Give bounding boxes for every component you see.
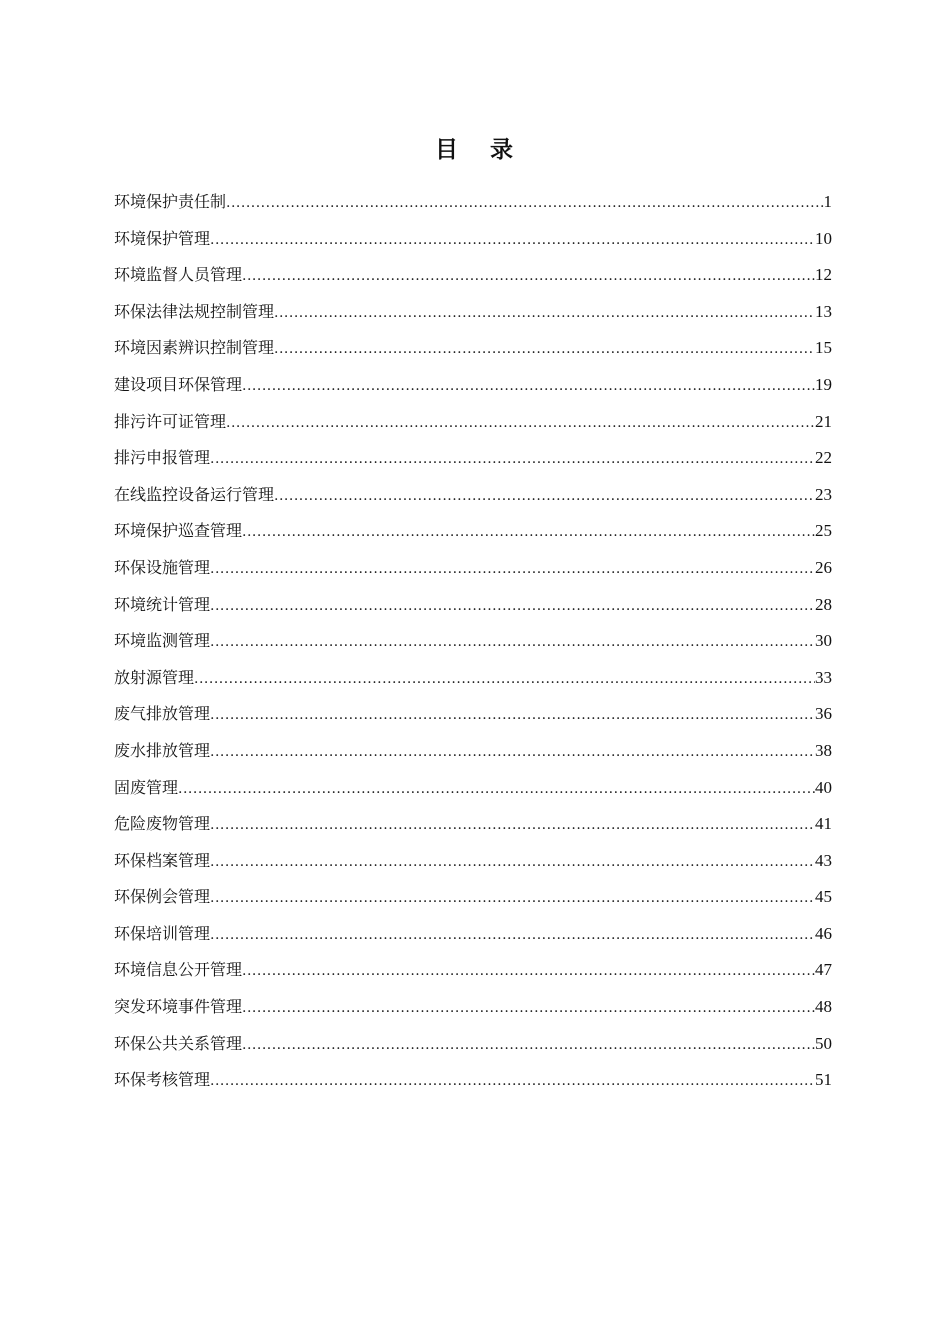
- toc-entry[interactable]: [114, 367, 832, 404]
- toc-entry-page-number: 36: [815, 704, 832, 724]
- toc-entry[interactable]: [114, 221, 832, 258]
- toc-entry-label: 环保培训管理: [114, 923, 211, 943]
- toc-dot-leader: [226, 185, 823, 222]
- toc-entry-page-number: 10: [815, 228, 832, 248]
- toc-entry[interactable]: [114, 770, 832, 807]
- toc-dot-leader: [210, 588, 815, 625]
- toc-entry[interactable]: [114, 623, 832, 660]
- toc-dot-leader: [242, 953, 815, 990]
- toc-dot-leader: [194, 661, 815, 698]
- toc-entry[interactable]: [114, 587, 832, 624]
- toc-dot-leader: [210, 734, 815, 771]
- toc-entry-label: 固废管理: [114, 777, 179, 797]
- toc-entry-label: 环境保护巡查管理: [114, 521, 243, 541]
- toc-entry-page-number: 19: [815, 374, 832, 394]
- toc-entry-page-number: 28: [815, 594, 832, 614]
- toc-entry-label: 环保例会管理: [114, 887, 211, 907]
- toc-entry-label: 危险废物管理: [114, 814, 211, 834]
- toc-entry-page-number: 47: [815, 960, 832, 980]
- toc-entry-page-number: 21: [815, 411, 832, 431]
- toc-entry-label: 环境保护管理: [114, 228, 211, 248]
- toc-dot-leader: [210, 697, 815, 734]
- toc-entry-page-number: 12: [815, 265, 832, 285]
- toc-entry[interactable]: [114, 294, 832, 331]
- toc-entry[interactable]: [114, 550, 832, 587]
- toc-entry-page-number: 15: [815, 338, 832, 358]
- toc-entry-page-number: 41: [815, 814, 832, 834]
- toc-dot-leader: [210, 551, 815, 588]
- toc-entry[interactable]: [114, 513, 832, 550]
- toc-entry[interactable]: [114, 477, 832, 514]
- toc-dot-leader: [274, 331, 815, 368]
- toc-entry-page-number: 51: [815, 1070, 832, 1090]
- toc-title: 目 录: [434, 137, 525, 163]
- toc-entry[interactable]: [114, 660, 832, 697]
- toc-dot-leader: [210, 222, 815, 259]
- toc-entry-label: 环保法律法规控制管理: [114, 301, 275, 321]
- toc-dot-leader: [274, 295, 815, 332]
- toc-entry-label: 环境保护责任制: [114, 192, 227, 211]
- toc-entry-page-number: 40: [815, 777, 832, 797]
- toc-entry-page-number: 23: [815, 484, 832, 504]
- toc-entry[interactable]: [114, 1062, 832, 1099]
- toc-entry[interactable]: [114, 1026, 832, 1063]
- toc-dot-leader: [178, 771, 815, 808]
- toc-entry-label: 突发环境事件管理: [114, 997, 243, 1017]
- toc-dot-leader: [274, 478, 815, 515]
- toc-entry-label: 环保考核管理: [114, 1070, 211, 1090]
- toc-dot-leader: [242, 258, 815, 295]
- toc-dot-leader: [210, 1063, 815, 1100]
- toc-entry-label: 建设项目环保管理: [114, 374, 243, 394]
- toc-entry-label: 排污许可证管理: [114, 411, 227, 431]
- toc-entry[interactable]: [114, 330, 832, 367]
- toc-entry-page-number: 25: [815, 521, 832, 541]
- toc-dot-leader: [226, 405, 815, 442]
- toc-dot-leader: [210, 441, 815, 478]
- toc-entry-label: 排污申报管理: [114, 448, 211, 468]
- toc-entry-label: 环境信息公开管理: [114, 960, 243, 980]
- toc-entry[interactable]: [114, 404, 832, 441]
- toc-dot-leader: [242, 990, 815, 1027]
- toc-entry-label: 环境监督人员管理: [114, 265, 243, 285]
- toc-entry[interactable]: [114, 843, 832, 880]
- toc-entry-label: 环境统计管理: [114, 594, 211, 614]
- toc-dot-leader: [242, 514, 815, 551]
- toc-entry-page-number: 1: [823, 192, 832, 211]
- toc-entry-label: 废气排放管理: [114, 704, 211, 724]
- toc-entry-page-number: 13: [815, 301, 832, 321]
- toc-dot-leader: [210, 844, 815, 881]
- toc-entry[interactable]: [114, 184, 832, 221]
- toc-entry-page-number: 43: [815, 850, 832, 870]
- toc-entry[interactable]: [114, 952, 832, 989]
- toc-dot-leader: [242, 1027, 815, 1064]
- toc-dot-leader: [210, 917, 815, 954]
- toc-entry-page-number: 33: [815, 667, 832, 687]
- toc-entry-page-number: 30: [815, 631, 832, 651]
- toc-entry[interactable]: [114, 806, 832, 843]
- toc-entry-label: 在线监控设备运行管理: [114, 484, 275, 504]
- toc-entry-page-number: 22: [815, 448, 832, 468]
- toc-entry-label: 环保档案管理: [114, 850, 211, 870]
- toc-entry[interactable]: [114, 916, 832, 953]
- toc-entry-page-number: 46: [815, 923, 832, 943]
- toc-entry-label: 废水排放管理: [114, 740, 211, 760]
- toc-entry-label: 环保设施管理: [114, 557, 211, 577]
- toc-entry-page-number: 38: [815, 740, 832, 760]
- toc-entry[interactable]: [114, 440, 832, 477]
- toc-dot-leader: [210, 807, 815, 844]
- toc-entry-page-number: 45: [815, 887, 832, 907]
- toc-entry[interactable]: [114, 696, 832, 733]
- toc-dot-leader: [242, 368, 815, 405]
- toc-entry[interactable]: [114, 257, 832, 294]
- toc-entry-page-number: 48: [815, 997, 832, 1017]
- toc-entry[interactable]: [114, 879, 832, 916]
- toc-entry-page-number: 50: [815, 1033, 832, 1053]
- toc-entry-label: 环境监测管理: [114, 631, 211, 651]
- toc-entry-page-number: 26: [815, 557, 832, 577]
- toc-list: [114, 184, 832, 1099]
- toc-entry[interactable]: [114, 733, 832, 770]
- toc-dot-leader: [210, 624, 815, 661]
- toc-dot-leader: [210, 880, 815, 917]
- toc-entry-label: 环保公共关系管理: [114, 1033, 243, 1053]
- toc-entry-label: 放射源管理: [114, 667, 195, 687]
- toc-entry-label: 环境因素辨识控制管理: [114, 338, 275, 358]
- toc-entry[interactable]: [114, 989, 832, 1026]
